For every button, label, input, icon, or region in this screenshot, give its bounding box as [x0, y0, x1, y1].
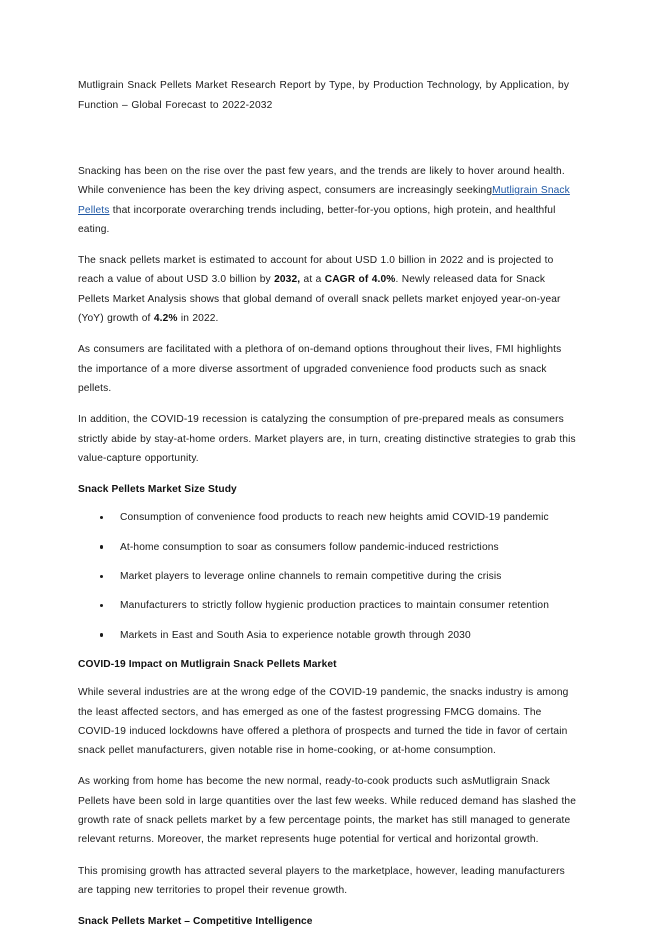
- market-value-segment-4: in 2022.: [177, 313, 219, 325]
- bullet-dot-icon: [100, 633, 103, 636]
- paragraph-intro: [78, 162, 576, 239]
- paragraph-work-from-home: As working from home has become the new normal, ready-to-cook products such asMutligrain Snack Pellets have been sold in large quantities over the last few weeks. While reduced demand has slashed the growth rate of snack pellets market by a few percentage points, the market has still managed to generate relevant returns. Moreover, the market represents huge potential for vertical and horizontal growth.: [78, 776, 576, 846]
- paragraph-covid-industry-impact: While several industries are at the wrong edge of the COVID-19 pandemic, the snacks industry is among the least affected sectors, and has emerged as one of the fastest progressing FMCG domains. The COVID-19 induced lockdowns have offered a plethora of prospects and turned the tide in favor of certain snack pellet manufacturers, given notable rise in home-cooking, or at-home consumption.: [78, 687, 569, 757]
- paragraph-intro-text-after-link: that incorporate overarching trends including, better-for-you options, high protein, and healthful eating.: [78, 204, 556, 235]
- bullet-dot-icon: [100, 575, 103, 578]
- list-item: [78, 626, 576, 645]
- list-item: [78, 596, 576, 615]
- heading-competitive-intelligence: Snack Pellets Market – Competitive Intelligence: [78, 916, 313, 928]
- list-item-label: Market players to leverage online channels to remain competitive during the crisis: [120, 571, 502, 583]
- list-item: [78, 508, 576, 527]
- list-item: [78, 567, 576, 586]
- paragraph-covid-recession: In addition, the COVID-19 recession is catalyzing the consumption of pre-prepared meals as consumers strictly abide by stay-at-home orders. Market players are, in turn, creating distinctive strategies to grab this value-capture opportunity.: [78, 414, 576, 464]
- heading-market-size-study: Snack Pellets Market Size Study: [78, 484, 237, 496]
- title-spacer: [78, 115, 576, 162]
- mutligrain-snack-pellets-link[interactable]: Mutligrain Snack Pellets: [78, 185, 570, 216]
- market-value-segment-2: at a: [300, 274, 325, 286]
- market-value-segment-1: The snack pellets market is estimated to account for about USD 1.0 billion in 2022 and is projected to reach a value of about USD 3.0 billion by: [78, 255, 554, 286]
- list-item-label: At-home consumption to soar as consumers follow pandemic-induced restrictions: [120, 541, 499, 553]
- paragraph-market-value: [78, 251, 576, 328]
- list-item: [78, 538, 576, 557]
- paragraph-promising-growth: This promising growth has attracted several players to the marketplace, however, leading manufacturers are tapping new territories to propel their revenue growth.: [78, 865, 565, 896]
- paragraph-on-demand-options: As consumers are facilitated with a plethora of on-demand options throughout their lives, FMI highlights the importance of a more diverse assortment of upgraded convenience food products such as snack pellets.: [78, 344, 562, 394]
- yoy-growth-bold: 4.2%: [153, 313, 178, 325]
- document-body: [78, 162, 576, 932]
- heading-covid-impact: COVID-19 Impact on Mutligrain Snack Pellets Market: [78, 658, 337, 670]
- forecast-year-bold: 2032,: [274, 274, 301, 286]
- list-item-label: Consumption of convenience food products to reach new heights amid COVID-19 pandemic: [120, 512, 549, 524]
- bullet-dot-icon: [100, 516, 103, 519]
- list-item-label: Manufacturers to strictly follow hygienic production practices to maintain consumer retention: [120, 600, 550, 612]
- bullet-dot-icon: [100, 545, 103, 548]
- list-item-label: Markets in East and South Asia to experience notable growth through 2030: [120, 629, 471, 641]
- bullet-dot-icon: [100, 604, 103, 607]
- cagr-bold: CAGR of 4.0%: [324, 274, 396, 286]
- document-content: [78, 76, 576, 941]
- paragraph-intro-text-before-link: Snacking has been on the rise over the past few years, and the trends are likely to hover around health. While convenience has been the key driving aspect, consumers are increasingly seeking: [78, 166, 565, 197]
- market-size-study-list: [78, 508, 576, 644]
- document-title: Mutligrain Snack Pellets Market Research Report by Type, by Production Technology, by Application, by Function – Global Forecast to 2022-2032: [78, 80, 570, 111]
- market-value-segment-3: . Newly released data for Snack Pellets Market Analysis shows that global demand of overall snack pellets market enjoyed year-on-year (YoY) growth of: [78, 274, 561, 325]
